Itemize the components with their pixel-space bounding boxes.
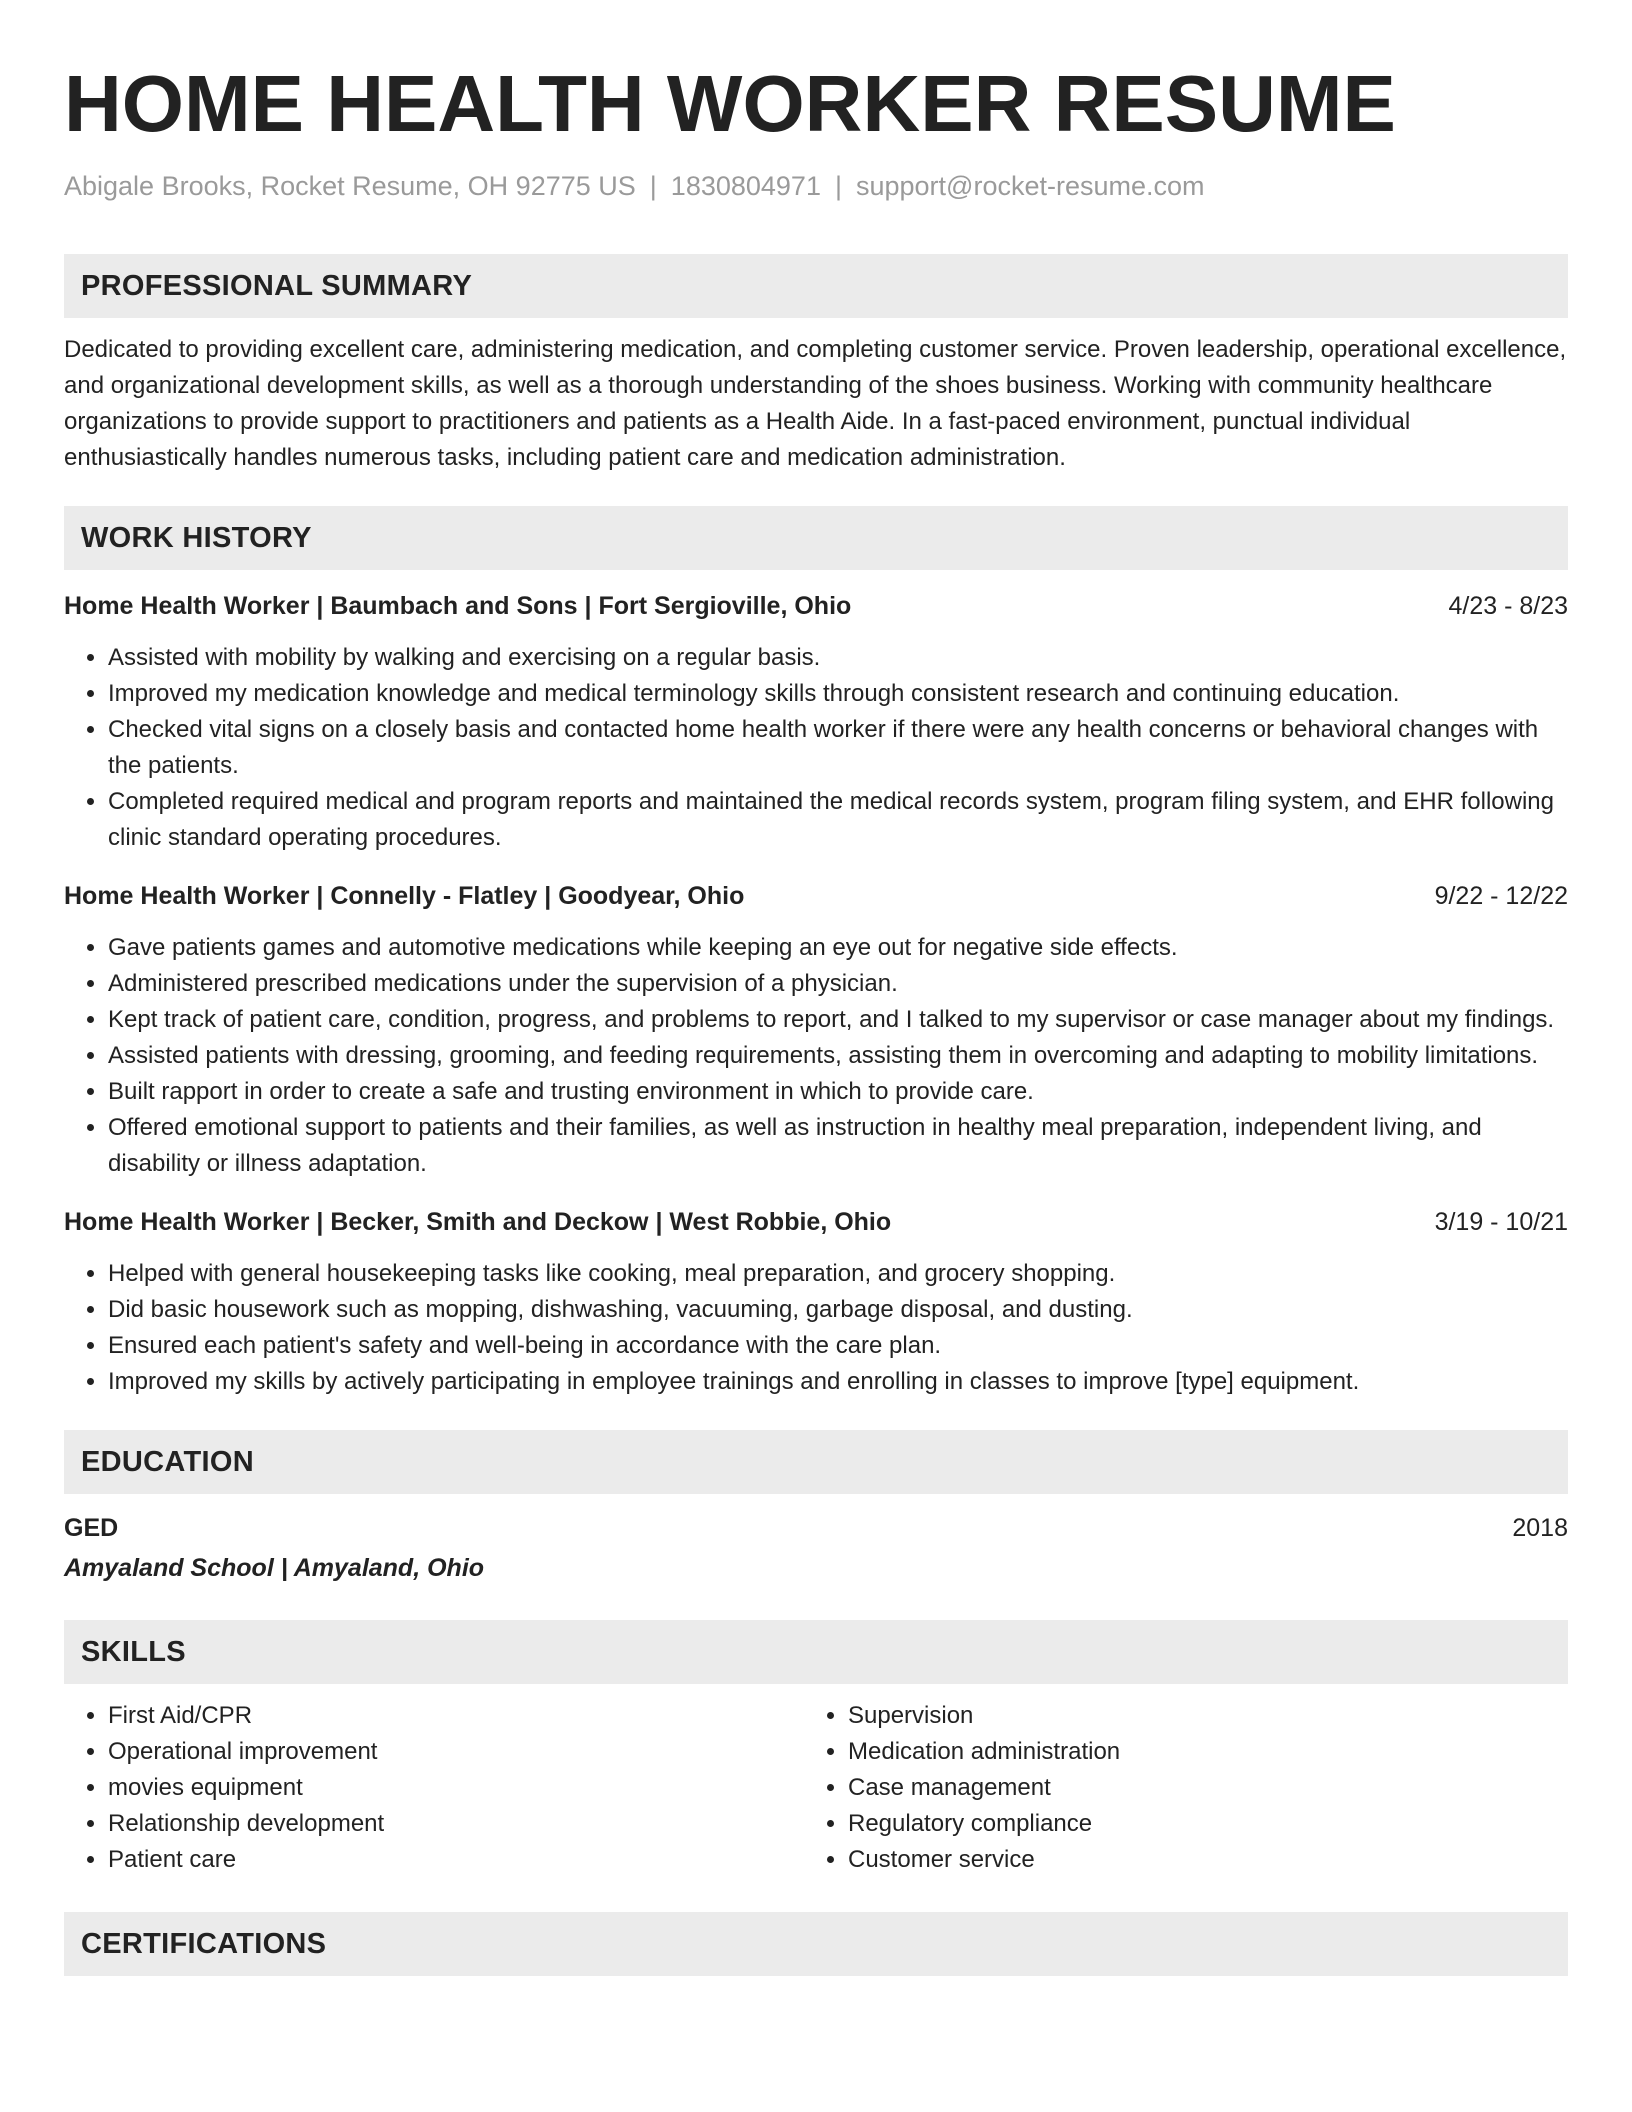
education-year: 2018	[1512, 1514, 1568, 1542]
list-item: • Did basic housework such as mopping, dishwashing, vacuuming, garbage disposal, and dusting.	[108, 1292, 1568, 1328]
list-item: • Assisted patients with dressing, grooming, and feeding requirements, assisting them in overcoming and adapting to mobility limitations.	[108, 1038, 1568, 1074]
list-item: • Medication administration	[848, 1734, 1544, 1770]
job-entry	[64, 1204, 1568, 1400]
list-item: • Kept track of patient care, condition, progress, and problems to report, and I talked to my supervisor or case manager about my findings.	[108, 1002, 1568, 1038]
list-item: • Administered prescribed medications under the supervision of a physician.	[108, 966, 1568, 1002]
education-header	[64, 1510, 1568, 1546]
skills-columns	[64, 1698, 1568, 1878]
list-item: • Improved my medication knowledge and medical terminology skills through consistent research and continuing education.	[108, 676, 1568, 712]
summary-text: Dedicated to providing excellent care, administering medication, and completing customer service. Proven leadership, operational excellence, and organizational development skills, as well as a thorough understanding of the shoes business. Working with community healthcare organizations to provide support to practitioners and patients as a Health Aide. In a fast-paced environment, punctual individual enthusiastically handles numerous tasks, including patient care and medication administration.	[64, 336, 1567, 471]
contact-phone: 1830804971	[670, 171, 821, 201]
job-header	[64, 878, 1568, 914]
list-item: • movies equipment	[108, 1770, 804, 1806]
job-date: 4/23 - 8/23	[1448, 592, 1568, 620]
list-item: • Patient care	[108, 1842, 804, 1878]
job-title: Home Health Worker | Baumbach and Sons | Fort Sergioville, Ohio	[64, 592, 852, 620]
contact-email: support@rocket-resume.com	[855, 171, 1205, 201]
job-date: 9/22 - 12/22	[1434, 882, 1568, 910]
list-item: • Case management	[848, 1770, 1544, 1806]
job-bullet-list	[64, 930, 1568, 1182]
section-heading-education: EDUCATION	[64, 1430, 1568, 1494]
section-heading-certifications: CERTIFICATIONS	[64, 1912, 1568, 1976]
education-degree: GED	[64, 1514, 119, 1542]
list-item: • Ensured each patient's safety and well-being in accordance with the care plan.	[108, 1328, 1568, 1364]
section-heading-summary: PROFESSIONAL SUMMARY	[64, 254, 1568, 318]
list-item: • Offered emotional support to patients and their families, as well as instruction in healthy meal preparation, independent living, and disability or illness adaptation.	[108, 1110, 1568, 1182]
job-entry	[64, 588, 1568, 856]
list-item: • Helped with general housekeeping tasks like cooking, meal preparation, and grocery shopping.	[108, 1256, 1568, 1292]
list-item: • Checked vital signs on a closely basis and contacted home health worker if there were any health concerns or behavioral changes with the patients.	[108, 712, 1568, 784]
list-item: • Customer service	[848, 1842, 1544, 1878]
list-item: • Regulatory compliance	[848, 1806, 1544, 1842]
job-header	[64, 588, 1568, 624]
list-item: • Operational improvement	[108, 1734, 804, 1770]
list-item: • Supervision	[848, 1698, 1544, 1734]
list-item: • Gave patients games and automotive medications while keeping an eye out for negative side effects.	[108, 930, 1568, 966]
list-item: • Relationship development	[108, 1806, 804, 1842]
job-header	[64, 1204, 1568, 1240]
contact-separator: |	[834, 171, 842, 201]
contact-address: Abigale Brooks, Rocket Resume, OH 92775 US	[64, 171, 636, 201]
skills-list-right	[804, 1698, 1544, 1878]
list-item: • Built rapport in order to create a safe and trusting environment in which to provide care.	[108, 1074, 1568, 1110]
job-title: Home Health Worker | Connelly - Flatley | Goodyear, Ohio	[64, 882, 745, 910]
list-item: • Completed required medical and program reports and maintained the medical records system, program filing system, and EHR following clinic standard operating procedures.	[108, 784, 1568, 856]
list-item: • Assisted with mobility by walking and exercising on a regular basis.	[108, 640, 1568, 676]
job-entry	[64, 878, 1568, 1182]
list-item: • Improved my skills by actively participating in employee trainings and enrolling in classes to improve [type] equipment.	[108, 1364, 1568, 1400]
job-title: Home Health Worker | Becker, Smith and Deckow | West Robbie, Ohio	[64, 1208, 892, 1236]
job-bullet-list	[64, 1256, 1568, 1400]
education-school: Amyaland School | Amyaland, Ohio	[64, 1554, 485, 1582]
contact-line	[64, 168, 1568, 204]
resume-title: HOME HEALTH WORKER RESUME	[64, 59, 1396, 148]
list-item: • First Aid/CPR	[108, 1698, 804, 1734]
skills-list-left	[64, 1698, 804, 1878]
section-heading-work-history: WORK HISTORY	[64, 506, 1568, 570]
section-heading-skills: SKILLS	[64, 1620, 1568, 1684]
contact-separator: |	[649, 171, 657, 201]
job-date: 3/19 - 10/21	[1434, 1208, 1568, 1236]
job-bullet-list	[64, 640, 1568, 856]
